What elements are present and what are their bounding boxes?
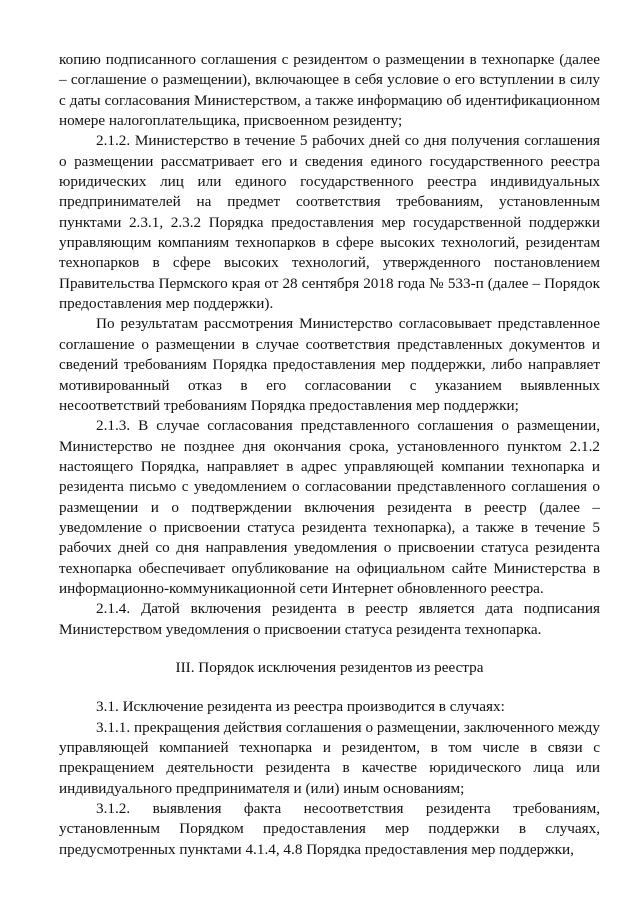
paragraph-3-1: 3.1. Исключение резидента из реестра производится в случаях: <box>96 698 505 716</box>
paragraph-3-1-1: 3.1.1. прекращения действия соглашения о размещении, заключенного между управляющей компанией технопарка и резидентом, в том числе в связи с прекращением деятельности резидента в качестве юридического лица или индивидуального предпринимателя и (или) иным основаниям; <box>59 718 600 797</box>
paragraph-3-1-2: 3.1.2. выявления факта несоответствия резидента требованиям, установленным Порядком предоставления мер поддержки в случаях, предусмотренных пунктами 4.1.4, 4.8 Порядка предоставления мер поддержки, <box>59 800 600 858</box>
paragraph-agreement-copy: копию подписанного соглашения с резидентом о размещении в технопарке (далее – соглашение о размещении), включающее в себя условие о его вступлении в силу с даты согласования Министерством, а также информацию об идентификационном номере налогоплательщика, присвоенном резиденту; <box>59 51 600 130</box>
paragraph-review-results: По результатам рассмотрения Министерство согласовывает представленное соглашение о размещении в случае соответствия представленных документов и сведений требованиям Порядка предоставления мер поддержки, либо направляет мотивированный отказ в его согласовании с указанием выявленных несоответствий требованиям Порядка предоставления мер поддержки; <box>59 315 600 414</box>
section-heading: III. Порядок исключения резидентов из реестра <box>175 658 484 676</box>
paragraph-2-1-3: 2.1.3. В случае согласования представленного соглашения о размещении, Министерство не позднее дня окончания срока, установленного пунктом 2.1.2 настоящего Порядка, направляет в адрес управляющей компании технопарка и резидента письмо с уведомлением о согласовании представленного соглашения о размещении и о подтверждении включения резидента в реестр (далее – уведомление о присвоении статуса резидента технопарка), а также в течение 5 рабочих дней со дня направления уведомления о присвоении статуса резидента технопарка обеспечивает опубликование на официальном сайте Министерства в информационно-коммуникационной сети Интернет обновленного реестра. <box>59 417 600 597</box>
document-page <box>59 50 600 860</box>
paragraph-2-1-4: 2.1.4. Датой включения резидента в реестр является дата подписания Министерством уведомления о присвоении статуса резидента технопарка. <box>59 600 600 638</box>
paragraph-2-1-2: 2.1.2. Министерство в течение 5 рабочих дней со дня получения соглашения о размещении рассматривает его и сведения единого государственного реестра юридических лиц или единого государственного реестра индивидуальных предпринимателей на предмет соответствия требованиям, установленным пунктами 2.3.1, 2.3.2 Порядка предоставления мер государственной поддержки управляющим компаниям технопарков в сфере высоких технологий, резидентам технопарков в сфере высоких технологий, утвержденного постановлением Правительства Пермского края от 28 сентября 2018 года № 533-п (далее – Порядок предоставления мер поддержки). <box>59 132 600 313</box>
